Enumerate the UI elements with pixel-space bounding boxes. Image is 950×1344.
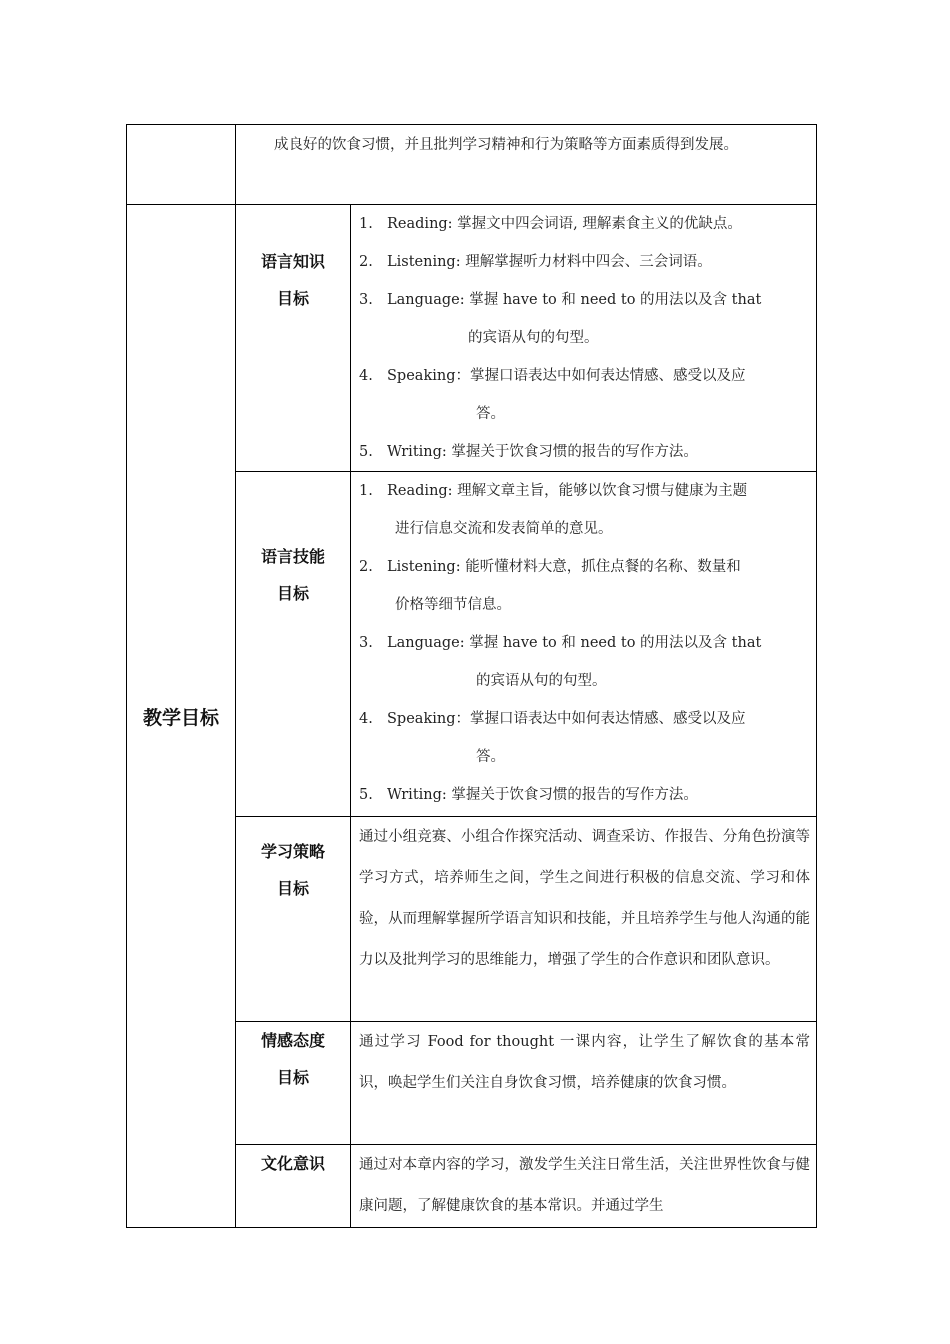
item-text: Writing: 掌握关于饮食习惯的报告的写作方法。	[387, 787, 698, 803]
item-number: 2.	[359, 254, 373, 270]
continuation-cell	[236, 125, 817, 205]
paragraph-text: 通过小组竞赛、小组合作探究活动、调查采访、作报告、分角色扮演等学习方式，培养师生之间，学生之间进行积极的信息交流、学习和体验，从而理解掌握所学语言知识和技能，并且培养学生与他人沟通的能力以及批判学习的思维能力，增强了学生的合作意识和团队意识。	[359, 829, 810, 968]
item-text-continuation: 答。	[476, 406, 505, 422]
item-number: 4.	[359, 368, 373, 384]
item-number: 3.	[359, 635, 373, 651]
item-number: 1.	[359, 483, 373, 499]
item-number: 2.	[359, 559, 373, 575]
list-item	[359, 433, 810, 471]
item-text: Language: 掌握 have to 和 need to 的用法以及含 that	[387, 292, 762, 308]
cultural-awareness-cell	[351, 1145, 817, 1228]
subsection-title	[236, 817, 351, 1022]
list-item	[359, 205, 810, 243]
item-number: 5.	[359, 444, 373, 460]
continuation-text: 成良好的饮食习惯，并且批判学习精神和行为策略等方面素质得到发展。	[274, 137, 738, 153]
subsection-title	[236, 1022, 351, 1145]
table-row	[127, 125, 817, 205]
subsection-title-line: 目标	[276, 584, 309, 603]
item-number: 5.	[359, 787, 373, 803]
item-number: 4.	[359, 711, 373, 727]
subsection-title-line: 语言技能	[260, 547, 325, 566]
item-text: Speaking：掌握口语表达中如何表达情感、感受以及应	[387, 368, 746, 384]
list-item	[359, 281, 810, 357]
item-text-continuation: 进行信息交流和发表简单的意见。	[395, 521, 613, 537]
goal-list	[351, 472, 816, 814]
item-text-continuation: 的宾语从句的句型。	[468, 330, 599, 346]
subsection-title-line: 情感态度	[260, 1031, 325, 1050]
list-item	[359, 472, 810, 548]
list-item	[359, 776, 810, 814]
list-item	[359, 243, 810, 281]
language-skills-cell	[351, 472, 817, 817]
item-number: 1.	[359, 216, 373, 232]
subsection-title	[236, 205, 351, 472]
subsection-title	[236, 472, 351, 817]
subsection-title-line: 学习策略	[260, 842, 325, 861]
item-text: Reading: 理解文章主旨，能够以饮食习惯与健康为主题	[387, 483, 748, 499]
item-number: 3.	[359, 292, 373, 308]
subsection-title-line: 目标	[276, 1068, 309, 1087]
item-text: Listening: 理解掌握听力材料中四会、三会词语。	[387, 254, 712, 270]
subsection-title-line: 文化意识	[260, 1154, 325, 1173]
learning-strategy-cell	[351, 817, 817, 1022]
item-text: Reading: 掌握文中四会词语, 理解素食主义的优缺点。	[387, 216, 742, 232]
table-row	[127, 205, 817, 472]
list-item	[359, 548, 810, 624]
empty-cell	[127, 125, 236, 205]
item-text: Language: 掌握 have to 和 need to 的用法以及含 that	[387, 635, 762, 651]
emotion-attitude-cell	[351, 1022, 817, 1145]
item-text-continuation: 答。	[476, 749, 505, 765]
list-item	[359, 357, 810, 433]
item-text-continuation: 价格等细节信息。	[395, 597, 511, 613]
list-item	[359, 700, 810, 776]
language-knowledge-cell	[351, 205, 817, 472]
paragraph-text: 通过对本章内容的学习，激发学生关注日常生活，关注世界性饮食与健康问题，了解健康饮食的基本常识。并通过学生	[359, 1157, 810, 1214]
section-heading-teaching-goals: 教学目标	[127, 205, 236, 1228]
subsection-title-line: 目标	[276, 879, 309, 898]
subsection-title-line: 目标	[276, 289, 309, 308]
list-item	[359, 624, 810, 700]
goal-list	[351, 205, 816, 471]
subsection-title-line: 语言知识	[260, 252, 325, 271]
teaching-plan-table	[126, 124, 817, 1228]
item-text: Speaking：掌握口语表达中如何表达情感、感受以及应	[387, 711, 746, 727]
item-text: Writing: 掌握关于饮食习惯的报告的写作方法。	[387, 444, 698, 460]
paragraph-text: 通过学习 Food for thought 一课内容，让学生了解饮食的基本常识，唤起学生们关注自身饮食习惯，培养健康的饮食习惯。	[359, 1034, 810, 1091]
item-text-continuation: 的宾语从句的句型。	[476, 673, 607, 689]
item-text: Listening: 能听懂材料大意，抓住点餐的名称、数量和	[387, 559, 741, 575]
subsection-title	[236, 1145, 351, 1228]
